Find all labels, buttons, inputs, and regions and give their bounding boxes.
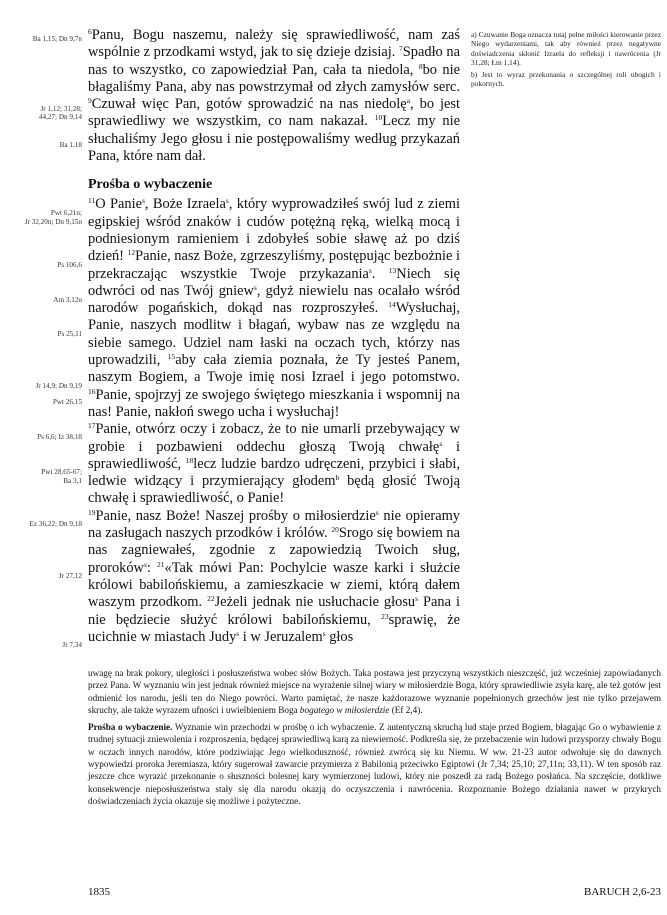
verse-number: 19 [88, 507, 96, 517]
glossary-marker: s [141, 196, 145, 206]
verse-text: , Boże Izraela [144, 196, 226, 213]
cross-ref: Pwt 6,21n; [50, 209, 82, 217]
verse-text: , bo jest sprawiedliwy we wszystkim, co nam nakazał. [88, 96, 461, 130]
glossary-marker: s [253, 282, 257, 292]
verse-number: 23 [381, 611, 389, 621]
glossary-marker: s [415, 594, 419, 604]
running-head: BARUCH 2,6-23 [583, 886, 661, 898]
verse-number: 9 [88, 96, 92, 106]
verse-number: 22 [207, 594, 215, 604]
verse-number: 13 [388, 265, 397, 275]
verse-number: 21 [157, 559, 165, 569]
verse-number: 18 [185, 455, 194, 465]
verse-text: i w Jeruzalem [239, 628, 323, 645]
cross-ref: 44,27; Dn 9,14 [38, 113, 82, 121]
verse-text: Jeżeli jednak nie usłuchacie głosu [214, 594, 416, 611]
verse-text: : [146, 559, 158, 576]
verse-text: Spadło na nas to wszystko, co zapowiedział Pan, cała ta niedola, [88, 44, 460, 78]
main-text [88, 27, 460, 646]
glossary-marker: s [225, 196, 229, 206]
cross-ref: Ba 1,15; Dn 9,7n [32, 35, 82, 43]
cross-ref: Jr 14,9; Dn 9,19 [35, 382, 82, 390]
cross-ref: Ps 25,11 [57, 330, 82, 338]
verse-text: , gdyż niewielu nas ocalało wśród narodów pogańskich, dokąd nas rozproszyłeś. [88, 282, 460, 317]
verse-number: 8 [418, 61, 423, 71]
verse-number: 14 [388, 300, 396, 310]
verse-text: Wysłuchaj, Panie, naszych modlitw i błagań, wybaw nas ze względu na siebie samego. Udziel nam łaski na oczach tych, którzy nas uprowadzili, [88, 300, 460, 369]
side-note-b: b) Jest to wyraz przekonania o szczególnej roli ubogich i pokornych. [471, 70, 661, 89]
section-heading: Prośba o wybaczenie [88, 177, 213, 193]
commentary-paragraph [88, 667, 661, 716]
verse-text: Lecz my nie słuchaliśmy Jego głosu i nie postępowaliśmy według przykazań Pana, które nam dał. [88, 113, 461, 165]
cross-ref: Pwt 28,65-67; [41, 468, 82, 476]
verse-text: bo nie błagaliśmy Pana, aby nas powstrzymał od złych zamysłów serc. [88, 61, 461, 95]
verse-number: 20 [331, 525, 339, 535]
verse-text: i sprawiedliwość, [88, 438, 460, 472]
verse-number: 15 [167, 352, 176, 362]
verse-number: 10 [374, 113, 383, 123]
page-number: 1835 [88, 886, 110, 898]
cross-ref: Jr 7,34 [62, 641, 82, 649]
cross-reference-margin [0, 0, 82, 660]
verse-number: 11 [88, 196, 96, 206]
verse-text: Panie, otwórz oczy i zobacz, że to nie umarli przebywający w grobie i pozbawieni oddechu głoszą Twoją chwałę [88, 421, 460, 455]
verse-text: O Panie [95, 196, 142, 213]
cross-ref: Jr 32,20n; Dn 9,15n [24, 218, 82, 226]
cross-ref: Ps 106,6 [57, 261, 82, 269]
paragraph-verses-19-23 [88, 508, 460, 646]
glossary-marker: s [368, 265, 372, 275]
verse-text: Panie, nasz Boże, zgrzeszyliśmy, postępując bezbożnie i przekraczając wszystkie Twoje przykazania [88, 248, 460, 282]
paragraph-verses-11-16 [88, 196, 460, 421]
commentary-text: Wyznanie win przechodzi w prośbę o ich wybaczenie. Z autentyczną skruchą lud staje przed Bogiem, błagając Go o wybawienie z trudnej sytuacji zniewolenia i rozproszenia, będącej sprawiedliwą karą za niewierność. Podkreśla się, że przebaczenie win ludowi przysporzy chwały Bogu w oczach innych narodów, które podziwiając Jego wielkoduszność, również zwrócą się ku Niemu. W ww. 21-23 autor odwołuje się do dawnych wypowiedzi proroka Jeremiasza, który sugerował zawarcie przymierza z Babilonią przeciwko Egiptowi (Jr 7,34; 25,10; 27,11n; 33,11). W ten sposób raz jeszcze chce wyrazić przekonanie o słuszności bolesnej kary wymierzonej ludowi, który nie poszedł za radą Bożego posłańca. Na szczęście, dotkliwe konsekwencje nieposłuszeństwa stały się dla narodu okazją do oczyszczenia i nawrócenia. Rozpoznanie Bożego działania nawet w przykrych doświadczeniach życia okazuje się możliwe i pożyteczne. [88, 722, 661, 806]
cross-ref: Ba 3,1 [63, 477, 82, 485]
glossary-marker: s [143, 559, 147, 569]
glossary-marker: s [322, 628, 326, 638]
paragraph-verses-17-18 [88, 421, 460, 507]
verse-text: Srogo się bowiem na nas zagniewałeś, zgodnie z zapowiedzią Twoich sług, proroków [88, 525, 461, 576]
verse-number: 17 [88, 421, 96, 431]
commentary-text: (Ef 2,4). [389, 704, 423, 715]
footnote-marker: b [335, 473, 340, 483]
verse-text: aby cała ziemia poznała, że Ty jesteś Panem, naszym Bogiem, a Twoje imię nosi Izrael i jego potomstwo. [88, 352, 460, 386]
glossary-marker: s [439, 438, 443, 448]
side-note-a: a) Czuwanie Boga oznacza tutaj pełne miłości kierowanie przez Niego wydarzeniami, tak aby również przez negatywne doświadczenia skłonić Izraela do refleksji i nawrócenia (Jr 31,28; Łm 1,14). [471, 30, 661, 67]
verse-text: . [371, 265, 389, 282]
verse-text: Pana i nie będziecie służyć królowi babilońskiemu, [88, 594, 460, 628]
cross-ref: Ez 36,22; Dn 9,18 [29, 520, 82, 528]
verse-text: Panie, spojrzyj ze swojego świętego mieszkania i wspomnij na nas! Panie, nakłoń swego ucha i wysłuchaj! [88, 386, 460, 420]
verse-text: lecz ludzie bardzo udręczeni, przybici i słabi, ledwie widzący i przymierający głodem [88, 455, 461, 490]
commentary [88, 667, 661, 812]
verse-number: 12 [127, 248, 136, 258]
verse-text: nie opieramy na zasługach naszych przodków i królów. [88, 507, 460, 542]
verse-text: Panu, Bogu naszemu, należy się sprawiedliwość, nam zaś wspólnie z przodkami wstyd, jak to się dzieje dzisiaj. [88, 27, 460, 61]
commentary-heading: Prośba o wybaczenie. [88, 722, 173, 733]
verse-number: 6 [88, 27, 92, 36]
cross-ref: Am 3,12n [53, 296, 82, 304]
cross-ref: Jr 1,12; 31,28; [40, 105, 82, 113]
verse-text: Niech się odwróci od nas Twój gniew [88, 265, 461, 299]
verse-text: Panie, nasz Boże! Naszej prośby o miłosierdzie [95, 507, 376, 524]
verse-text: «Tak mówi Pan: Pochylcie wasze karki i służcie królowi babilońskiemu, a zamieszkacie w ziemi, którą dałem waszym przodkom. [88, 559, 460, 611]
verse-number: 7 [399, 44, 403, 54]
cross-ref: Ps 6,6; Iz 38,18 [37, 433, 82, 441]
cross-ref: Pwt 26,15 [52, 398, 82, 406]
verse-text: będą głosić Twoją chwałę i sprawiedliwość, o Panie! [88, 473, 460, 507]
commentary-emphasis: bogatego w miłosierdzie [299, 704, 390, 715]
commentary-text: uwagę na brak pokory, uległości i posłuszeństwa wobec słów Bożych. Taka postawa jest przyczyną wszystkich nieszczęść, już wcześniej zapowiadanych przez Pana. W wyznaniu win jest jednak również miejsce na wyrażenie silnej wiary w miłosierdzie Boga, który sprawiedliwie zsyła karę, ale też gotów jest odmienić los narodu, jeśli ten do Niego powróci. Warto pamiętać, że nasze każdorazowe wyznanie popełnionych grzechów jest nie tylko przejawem skruchy, ale także wyrazem ufności i uwielbieniem Boga [88, 668, 661, 715]
verse-text: Czuwał więc Pan, gotów sprowadzić na nas niedolę [91, 96, 407, 113]
side-notes [471, 30, 661, 92]
commentary-paragraph [88, 721, 661, 807]
cross-ref: Ba 1,18 [59, 141, 82, 149]
footnote-marker: a [406, 96, 411, 106]
verse-number: 16 [88, 386, 96, 396]
verse-text: sprawię, że ucichnie w miastach Judy [88, 611, 460, 645]
verse-text: głos [325, 628, 354, 645]
paragraph-verses-6-10 [88, 27, 460, 165]
glossary-marker: s [236, 628, 240, 638]
cross-ref: Jr 27,12 [58, 572, 82, 580]
glossary-marker: s [375, 507, 379, 517]
verse-text: , który wyprowadziłeś swój lud z ziemi egipskiej wśród znaków i cudów potężną ręką, wielką mocą i podniesionym ramieniem i zdobyłeś sobie sławę aż po dziś dzień! [88, 196, 460, 265]
